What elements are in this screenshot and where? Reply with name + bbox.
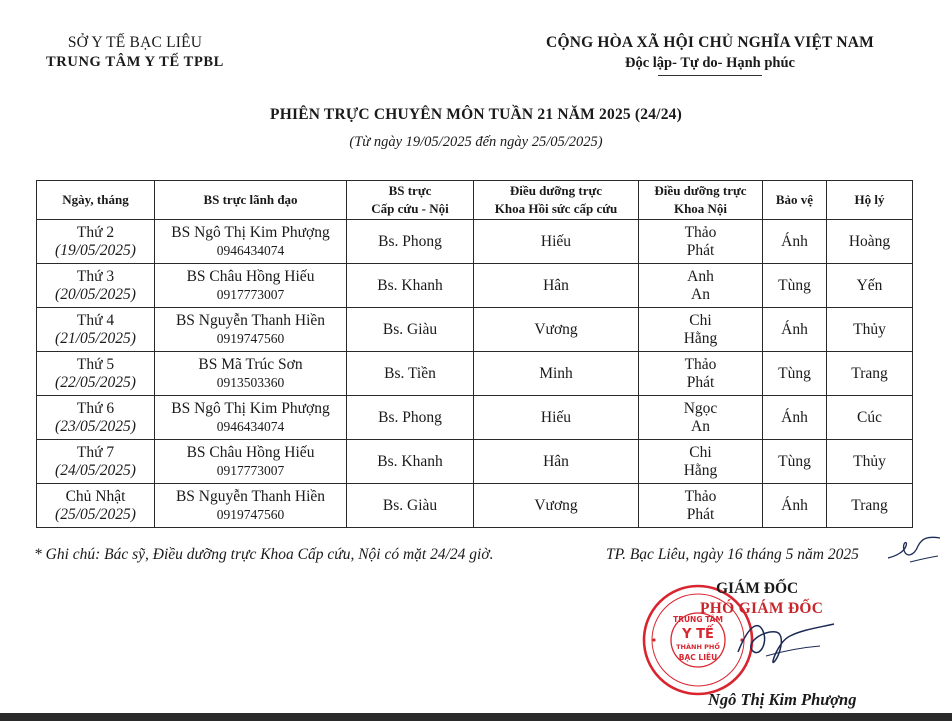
stamp-text-sub2: BẠC LIÊU	[678, 653, 718, 662]
cell-doctor: Bs. Tiền	[347, 352, 474, 396]
cell-nurse-icu: Hân	[474, 264, 639, 308]
deputy-title: PHÓ GIÁM ĐỐC	[700, 600, 824, 617]
cell-nurse-internal: Chi Hằng	[639, 308, 763, 352]
cell-guard: Ánh	[763, 220, 827, 264]
signature	[730, 612, 840, 672]
table-row	[37, 396, 913, 440]
table-row	[37, 440, 913, 484]
cell-nurse-internal: Thảo Phát	[639, 484, 763, 528]
cell-leader: BS Châu Hồng Hiếu 0917773007	[155, 440, 347, 484]
stamp-text-main: Y TẾ	[682, 627, 714, 642]
cell-doctor: Bs. Phong	[347, 220, 474, 264]
cell-leader: BS Ngô Thị Kim Phượng 0946434074	[155, 396, 347, 440]
cell-leader: BS Ngô Thị Kim Phượng 0946434074	[155, 220, 347, 264]
cell-date: Thứ 4 (21/05/2025)	[37, 308, 155, 352]
cell-caregiver: Hoàng	[827, 220, 913, 264]
cell-date: Chủ Nhật (25/05/2025)	[37, 484, 155, 528]
cell-leader: BS Mã Trúc Sơn 0913503360	[155, 352, 347, 396]
table-row	[37, 264, 913, 308]
signer-name: Ngô Thị Kim Phượng	[708, 690, 857, 709]
cell-nurse-icu: Hiếu	[474, 396, 639, 440]
cell-guard: Ánh	[763, 308, 827, 352]
cell-date: Thứ 3 (20/05/2025)	[37, 264, 155, 308]
national-title: CỘNG HÒA XÃ HỘI CHỦ NGHĨA VIỆT NAM	[546, 34, 874, 51]
cell-caregiver: Thủy	[827, 440, 913, 484]
cell-guard: Tùng	[763, 264, 827, 308]
cell-doctor: Bs. Khanh	[347, 264, 474, 308]
cell-guard: Tùng	[763, 352, 827, 396]
cell-date: Thứ 7 (24/05/2025)	[37, 440, 155, 484]
director-title: GIÁM ĐỐC	[716, 580, 799, 597]
footnote: * Ghi chú: Bác sỹ, Điều dưỡng trực Khoa Cấp cứu, Nội có mặt 24/24 giờ.	[34, 546, 494, 563]
cell-nurse-icu: Hiếu	[474, 220, 639, 264]
cell-nurse-icu: Vương	[474, 484, 639, 528]
table-row	[37, 308, 913, 352]
table-row	[37, 220, 913, 264]
header-nurse-icu: Điều dưỡng trực Khoa Hồi sức cấp cứu	[474, 181, 639, 220]
cell-caregiver: Cúc	[827, 396, 913, 440]
org-name: TRUNG TÂM Y TẾ TPBL	[46, 54, 224, 70]
cell-nurse-icu: Hân	[474, 440, 639, 484]
national-motto: Độc lập- Tự do- Hạnh phúc	[625, 55, 795, 71]
org-parent: SỞ Y TẾ BẠC LIÊU	[67, 34, 203, 51]
cell-caregiver: Trang	[827, 352, 913, 396]
cell-date: Thứ 2 (19/05/2025)	[37, 220, 155, 264]
header-guard: Bảo vệ	[763, 181, 827, 220]
cell-date: Thứ 5 (22/05/2025)	[37, 352, 155, 396]
cell-date: Thứ 6 (23/05/2025)	[37, 396, 155, 440]
cell-nurse-internal: Chi Hằng	[639, 440, 763, 484]
cell-nurse-internal: Thảo Phát	[639, 220, 763, 264]
cell-doctor: Bs. Khanh	[347, 440, 474, 484]
cell-caregiver: Trang	[827, 484, 913, 528]
cell-nurse-internal: Thảo Phát	[639, 352, 763, 396]
table-row	[37, 352, 913, 396]
header-nurse-internal: Điều dưỡng trực Khoa Nội	[639, 181, 763, 220]
cell-guard: Ánh	[763, 484, 827, 528]
cell-guard: Tùng	[763, 440, 827, 484]
cell-leader: BS Nguyễn Thanh Hiền 0919747560	[155, 484, 347, 528]
table-row	[37, 484, 913, 528]
header-date: Ngày, tháng	[37, 181, 155, 220]
place-date: TP. Bạc Liêu, ngày 16 tháng 5 năm 2025	[606, 546, 859, 563]
stamp-text-sub1: THÀNH PHỐ	[676, 643, 720, 651]
header-doctor: BS trực Cấp cứu - Nội	[347, 181, 474, 220]
header-leader: BS trực lãnh đạo	[155, 181, 347, 220]
cell-doctor: Bs. Giàu	[347, 308, 474, 352]
motto-underline	[658, 75, 762, 76]
stamp-text-outer: TRUNG TÂM	[673, 615, 723, 624]
cell-nurse-internal: Anh An	[639, 264, 763, 308]
cell-guard: Ánh	[763, 396, 827, 440]
cell-doctor: Bs. Phong	[347, 396, 474, 440]
cell-nurse-icu: Minh	[474, 352, 639, 396]
cell-caregiver: Yến	[827, 264, 913, 308]
cell-caregiver: Thủy	[827, 308, 913, 352]
duty-roster-table	[36, 180, 913, 528]
cell-leader: BS Châu Hồng Hiếu 0917773007	[155, 264, 347, 308]
document-subtitle: (Từ ngày 19/05/2025 đến ngày 25/05/2025)	[349, 134, 603, 150]
cell-nurse-internal: Ngọc An	[639, 396, 763, 440]
document-title: PHIÊN TRỰC CHUYÊN MÔN TUẦN 21 NĂM 2025 (24/24)	[270, 106, 682, 123]
page-bottom-edge	[0, 713, 952, 721]
cell-leader: BS Nguyễn Thanh Hiền 0919747560	[155, 308, 347, 352]
cell-nurse-icu: Vương	[474, 308, 639, 352]
header-caregiver: Hộ lý	[827, 181, 913, 220]
table-header-row	[37, 181, 913, 220]
initial-flourish	[884, 532, 944, 568]
cell-doctor: Bs. Giàu	[347, 484, 474, 528]
